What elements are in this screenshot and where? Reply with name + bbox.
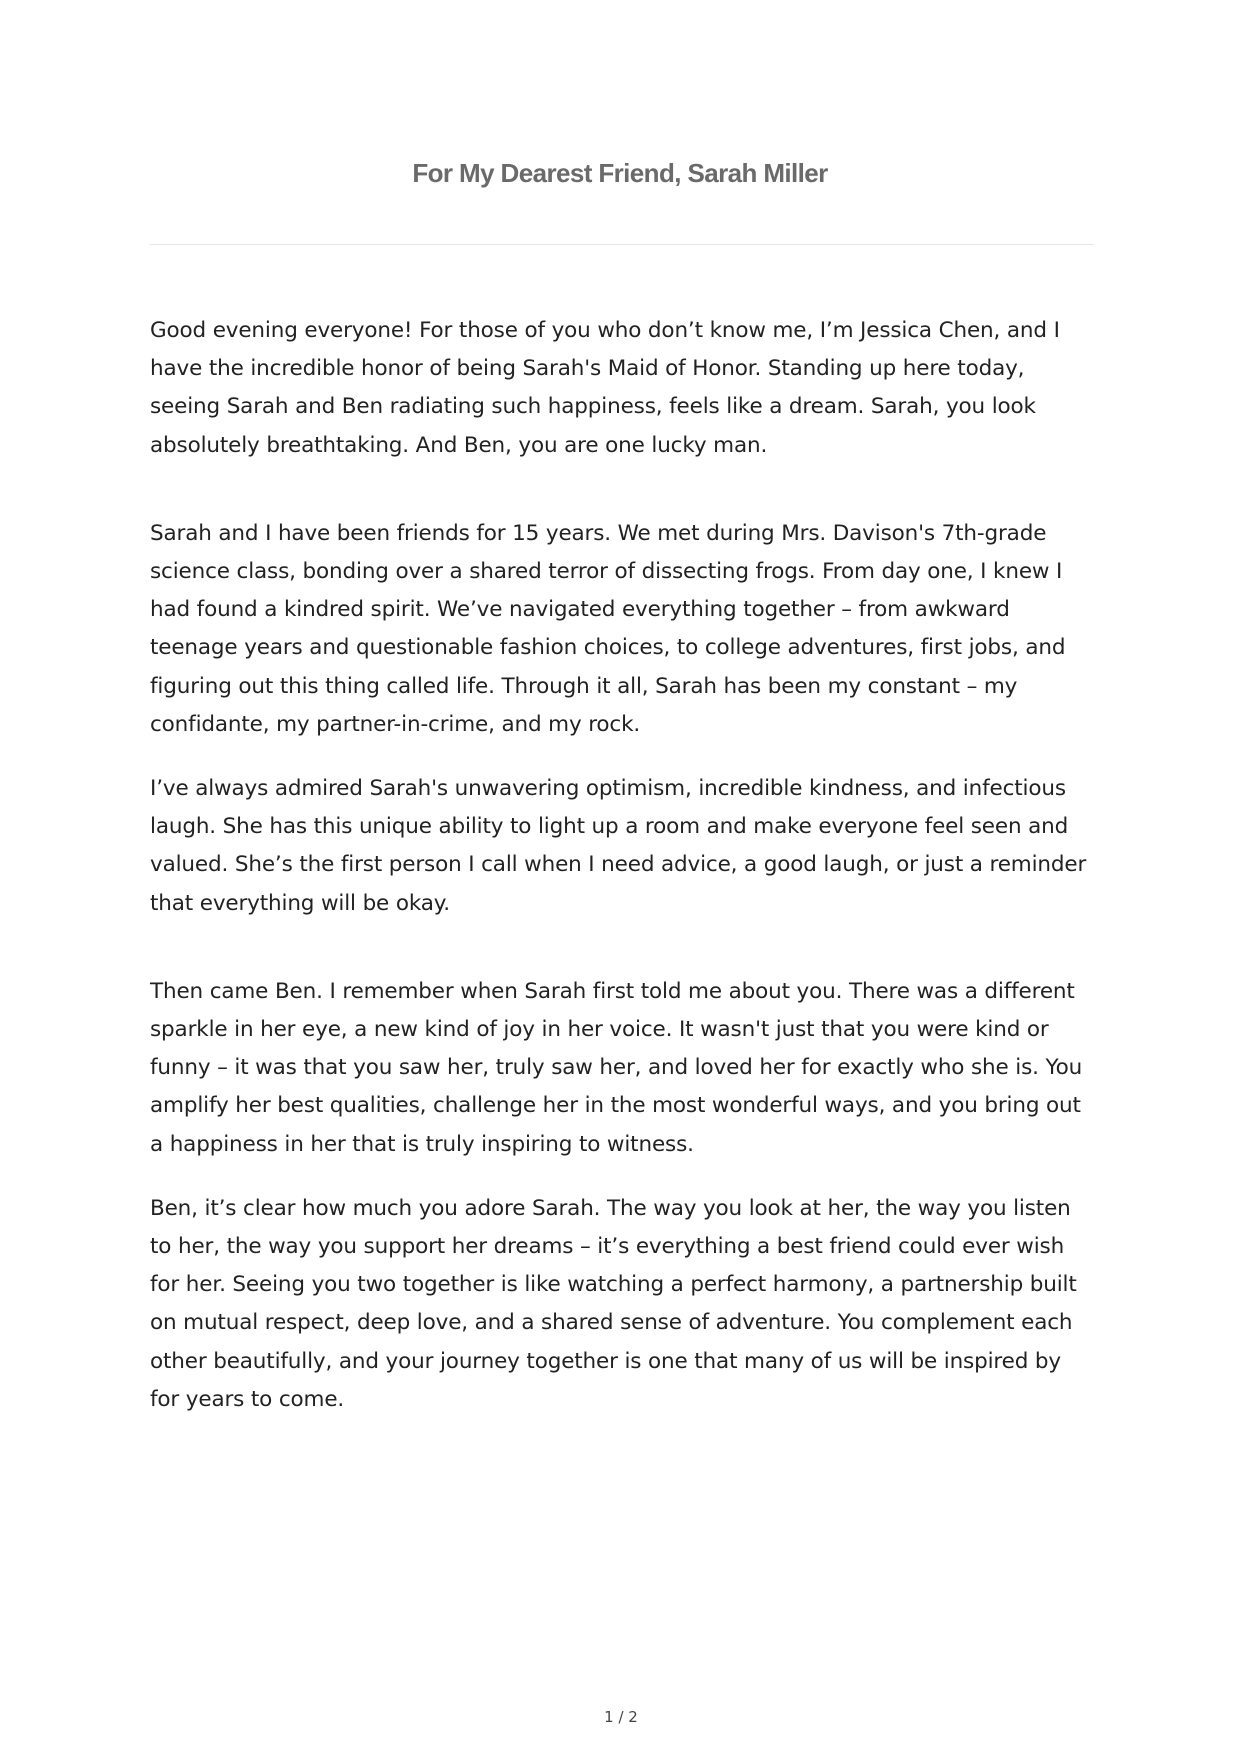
paragraph-friendship: Sarah and I have been friends for 15 years. We met during Mrs. Davison's 7th-grade science class, bonding over a shared terror of dissecting frogs. From day one, I knew I had found a kindred spirit. We’ve navigated everything together – from awkward teenage years and questionable fashion choices, to college adventures, first jobs, and figuring out this thing called life. Through it all, Sarah has been my constant – my confidante, my partner-in-crime, and my rock. <box>150 520 1066 737</box>
page-number: 1 / 2 <box>604 1708 638 1726</box>
document-title: For My Dearest Friend, Sarah Miller <box>412 158 828 188</box>
paragraph-ben: Then came Ben. I remember when Sarah first told me about you. There was a different sparkle in her eye, a new kind of joy in her voice. It wasn't just that you were kind or funny – it was that you saw her, truly saw her, and loved her for exactly who she is. You amplify her best qualities, challenge her in the most wonderful ways, and you bring out a happiness in her that is truly inspiring to witness. <box>150 978 1083 1157</box>
paragraph-intro: Good evening everyone! For those of you who don’t know me, I’m Jessica Chen, and I have the incredible honor of being Sarah's Maid of Honor. Standing up here today, seeing Sarah and Ben radiating such happiness, feels like a dream. Sarah, you look absolutely breathtaking. And Ben, you are one lucky man. <box>150 318 1060 458</box>
title-divider <box>150 244 1094 245</box>
document-body <box>150 312 1096 1419</box>
paragraph-couple: Ben, it’s clear how much you adore Sarah. The way you look at her, the way you listen to her, the way you support her dreams – it’s everything a best friend could ever wish for her. Seeing you two together is like watching a perfect harmony, a partnership built on mutual respect, deep love, and a shared sense of adventure. You complement each other beautifully, and your journey together is one that many of us will be inspired by for years to come. <box>150 1195 1077 1412</box>
paragraph-admiration: I’ve always admired Sarah's unwavering optimism, incredible kindness, and infectious laugh. She has this unique ability to light up a room and make everyone feel seen and valued. She’s the first person I call when I need advice, a good laugh, or just a reminder that everything will be okay. <box>150 776 1087 916</box>
